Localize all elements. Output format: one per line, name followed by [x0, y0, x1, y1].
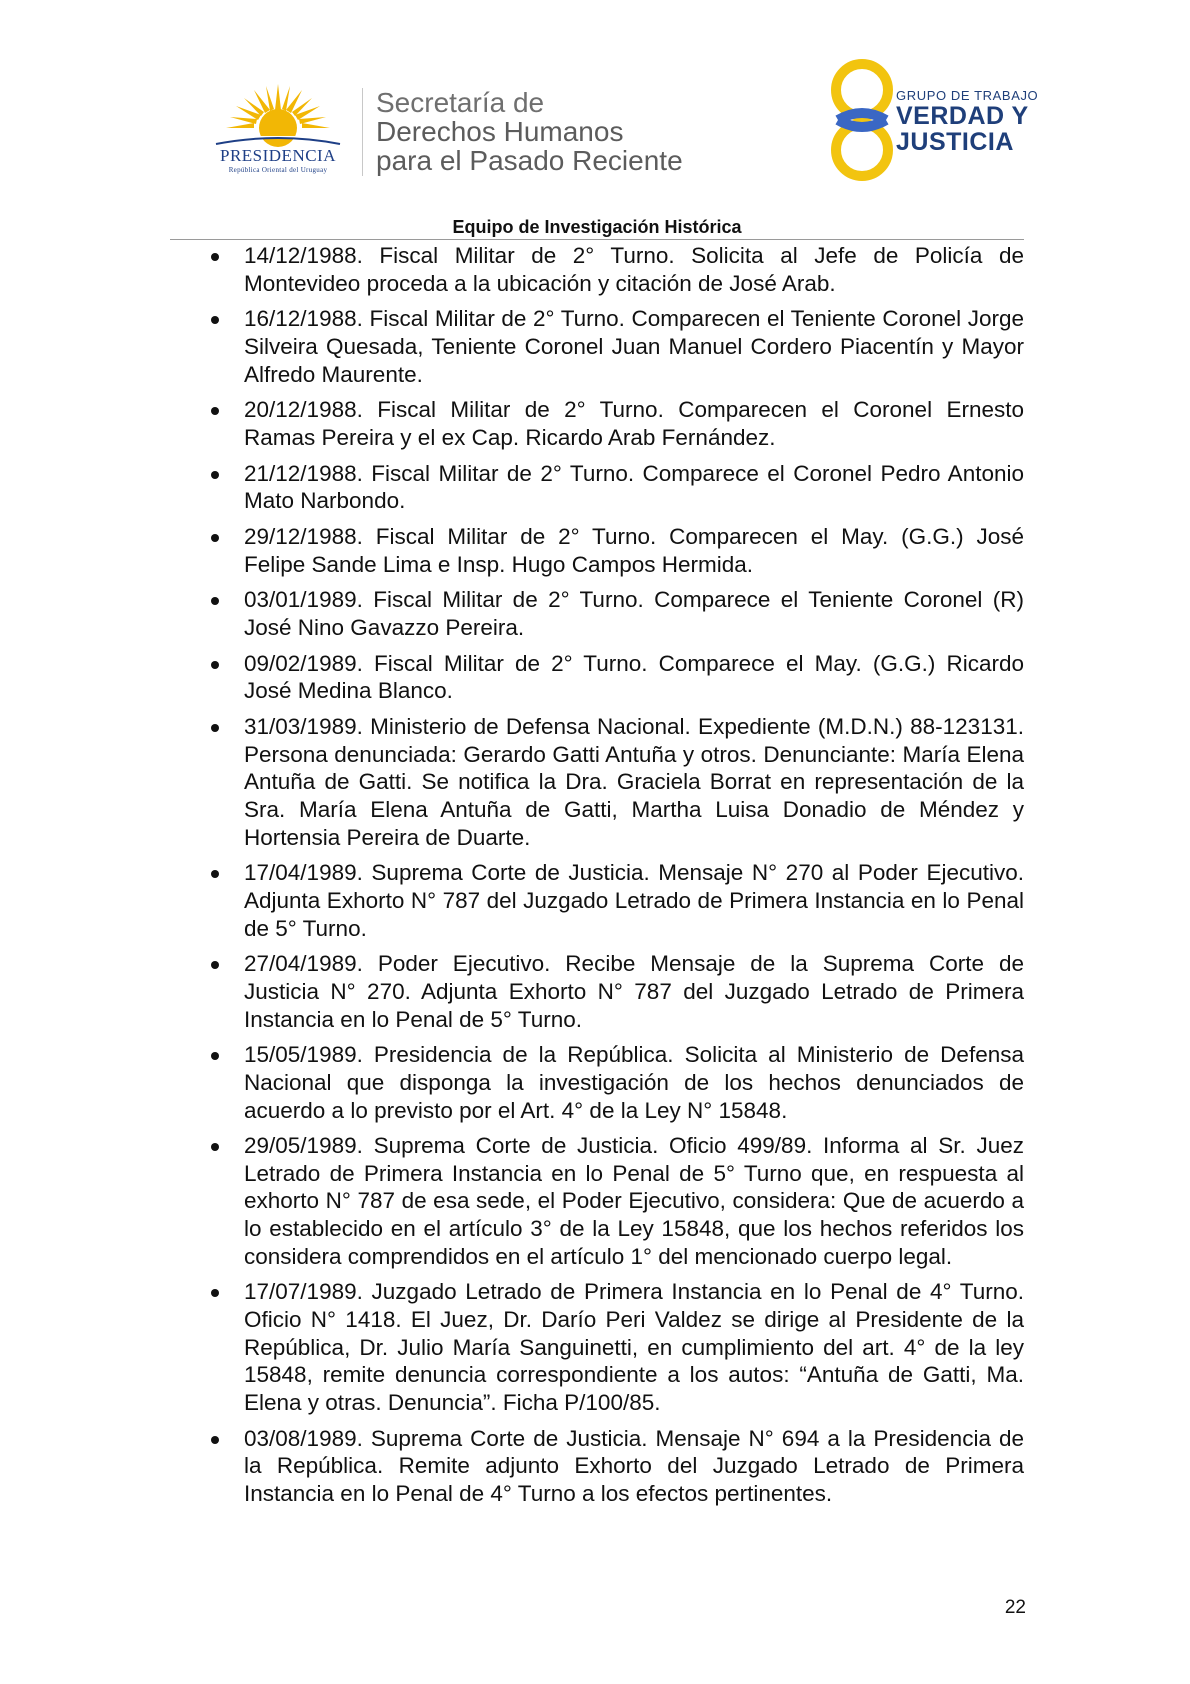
- bullet-icon: [211, 316, 219, 324]
- bullet-icon: [211, 961, 219, 969]
- list-item: [208, 950, 1024, 1033]
- bullet-icon: [211, 253, 219, 261]
- entry-text: 03/08/1989. Suprema Corte de Justicia. Mensaje N° 694 a la Presidencia de la República. Remite adjunto Exhorto del Juzgado Letrado de Primera Instancia en lo Penal de 4° Turno a los efectos pertinentes.: [244, 1425, 1024, 1506]
- verdad-justicia-rings-logo: [820, 56, 900, 184]
- list-item: [208, 305, 1024, 388]
- bullet-icon: [211, 597, 219, 605]
- bullet-icon: [211, 1289, 219, 1297]
- list-item: [208, 1132, 1024, 1270]
- page-number: 22: [1004, 1597, 1026, 1618]
- list-item: [208, 396, 1024, 451]
- secretaria-line-3: para el Pasado Reciente: [376, 145, 683, 176]
- page-header: [0, 0, 1190, 240]
- list-item: [208, 586, 1024, 641]
- bullet-icon: [211, 471, 219, 479]
- justicia-label: JUSTICIA: [896, 128, 1014, 156]
- entry-text: 09/02/1989. Fiscal Militar de 2° Turno. Comparece el May. (G.G.) Ricardo José Medina Blanco.: [244, 650, 1024, 704]
- bullet-icon: [211, 534, 219, 542]
- list-item: [208, 460, 1024, 515]
- list-item: [208, 1278, 1024, 1416]
- grupo-trabajo-label: GRUPO DE TRABAJO: [896, 88, 1039, 103]
- chronology-list: [208, 242, 1024, 1516]
- header-rule: [170, 239, 1024, 240]
- list-item: [208, 650, 1024, 705]
- entry-text: 16/12/1988. Fiscal Militar de 2° Turno. Comparecen el Teniente Coronel Jorge Silveira Quesada, Teniente Coronel Juan Manuel Cordero Piacentín y Mayor Alfredo Maurente.: [244, 306, 1024, 387]
- entry-text: 29/12/1988. Fiscal Militar de 2° Turno. Comparecen el May. (G.G.) José Felipe Sande Lima e Insp. Hugo Campos Hermida.: [244, 524, 1024, 577]
- logo-divider: [362, 88, 363, 176]
- secretaria-title: [376, 88, 683, 175]
- verdad-label: VERDAD Y: [896, 102, 1029, 130]
- entry-text: 20/12/1988. Fiscal Militar de 2° Turno. Comparecen el Coronel Ernesto Ramas Pereira y el ex Cap. Ricardo Arab Fernández.: [244, 397, 1024, 450]
- bullet-icon: [211, 870, 219, 878]
- secretaria-line-2: Derechos Humanos: [376, 116, 624, 147]
- list-item: [208, 713, 1024, 851]
- entry-text: 17/04/1989. Suprema Corte de Justicia. Mensaje N° 270 al Poder Ejecutivo. Adjunta Exhorto N° 787 del Juzgado Letrado de Primera Instancia en lo Penal de 5° Turno.: [244, 860, 1024, 941]
- entry-text: 03/01/1989. Fiscal Militar de 2° Turno. Comparece el Teniente Coronel (R) José Nino Gavazzo Pereira.: [244, 587, 1024, 641]
- entry-text: 29/05/1989. Suprema Corte de Justicia. Oficio 499/89. Informa al Sr. Juez Letrado de Primera Instancia en lo Penal de 5° Turno que, en respuesta al exhorto N° 787 de esa sede, el Poder Ejecutivo, considera: Que de acuerdo a lo establecido en el artículo 3° de la Ley 15848, que los hechos referidos los considera comprendidos en el artículo 1° del mencionado cuerpo legal.: [244, 1133, 1024, 1269]
- entry-text: 21/12/1988. Fiscal Militar de 2° Turno. Comparece el Coronel Pedro Antonio Mato Narbondo.: [244, 460, 1024, 514]
- entry-text: 15/05/1989. Presidencia de la República. Solicita al Ministerio de Defensa Nacional que disponga la investigación de los hechos denunciados de acuerdo a lo previsto por el Art. 4° de la Ley N° 15848.: [244, 1042, 1024, 1123]
- list-item: [208, 242, 1024, 297]
- bullet-icon: [211, 1052, 219, 1060]
- bullet-icon: [211, 1143, 219, 1151]
- team-heading: Equipo de Investigación Histórica: [452, 217, 742, 237]
- list-item: [208, 523, 1024, 578]
- entry-text: 31/03/1989. Ministerio de Defensa Nacional. Expediente (M.D.N.) 88-123131. Persona denunciada: Gerardo Gatti Antuña y otros. Denunciante: María Elena Antuña de Gatti. Se notifica la Dra. Graciela Borrat en representación de la Sra. María Elena Antuña de Gatti, Martha Luisa Donadio de Méndez y Hortensia Pereira de Duarte.: [244, 714, 1024, 850]
- bullet-icon: [211, 724, 219, 732]
- entry-text: 17/07/1989. Juzgado Letrado de Primera Instancia en lo Penal de 4° Turno. Oficio N° 1418. El Juez, Dr. Darío Peri Valdez se dirige al Presidente de la República, Dr. Julio María Sanguinetti, en cumplimiento del art. 4° de la ley 15848, remite denuncia correspondiente a los autos: “Antuña de Gatti, Ma. Elena y otras. Denuncia”. Ficha P/100/85.: [244, 1279, 1024, 1415]
- bullet-icon: [211, 407, 219, 415]
- list-item: [208, 1041, 1024, 1124]
- bullet-icon: [211, 1436, 219, 1444]
- entry-text: 27/04/1989. Poder Ejecutivo. Recibe Mensaje de la Suprema Corte de Justicia N° 270. Adjunta Exhorto N° 787 del Juzgado Letrado de Primera Instancia en lo Penal de 5° Turno.: [244, 951, 1024, 1032]
- presidencia-name: PRESIDENCIA: [219, 146, 336, 165]
- secretaria-line-1: Secretaría de: [376, 87, 545, 118]
- grupo-trabajo-text: [896, 88, 1038, 155]
- list-item: [208, 1425, 1024, 1508]
- bullet-icon: [211, 661, 219, 669]
- presidencia-subtitle: República Oriental del Uruguay: [228, 166, 328, 174]
- entry-text: 14/12/1988. Fiscal Militar de 2° Turno. Solicita al Jefe de Policía de Montevideo proceda a la ubicación y citación de José Arab.: [244, 243, 1024, 296]
- list-item: [208, 859, 1024, 942]
